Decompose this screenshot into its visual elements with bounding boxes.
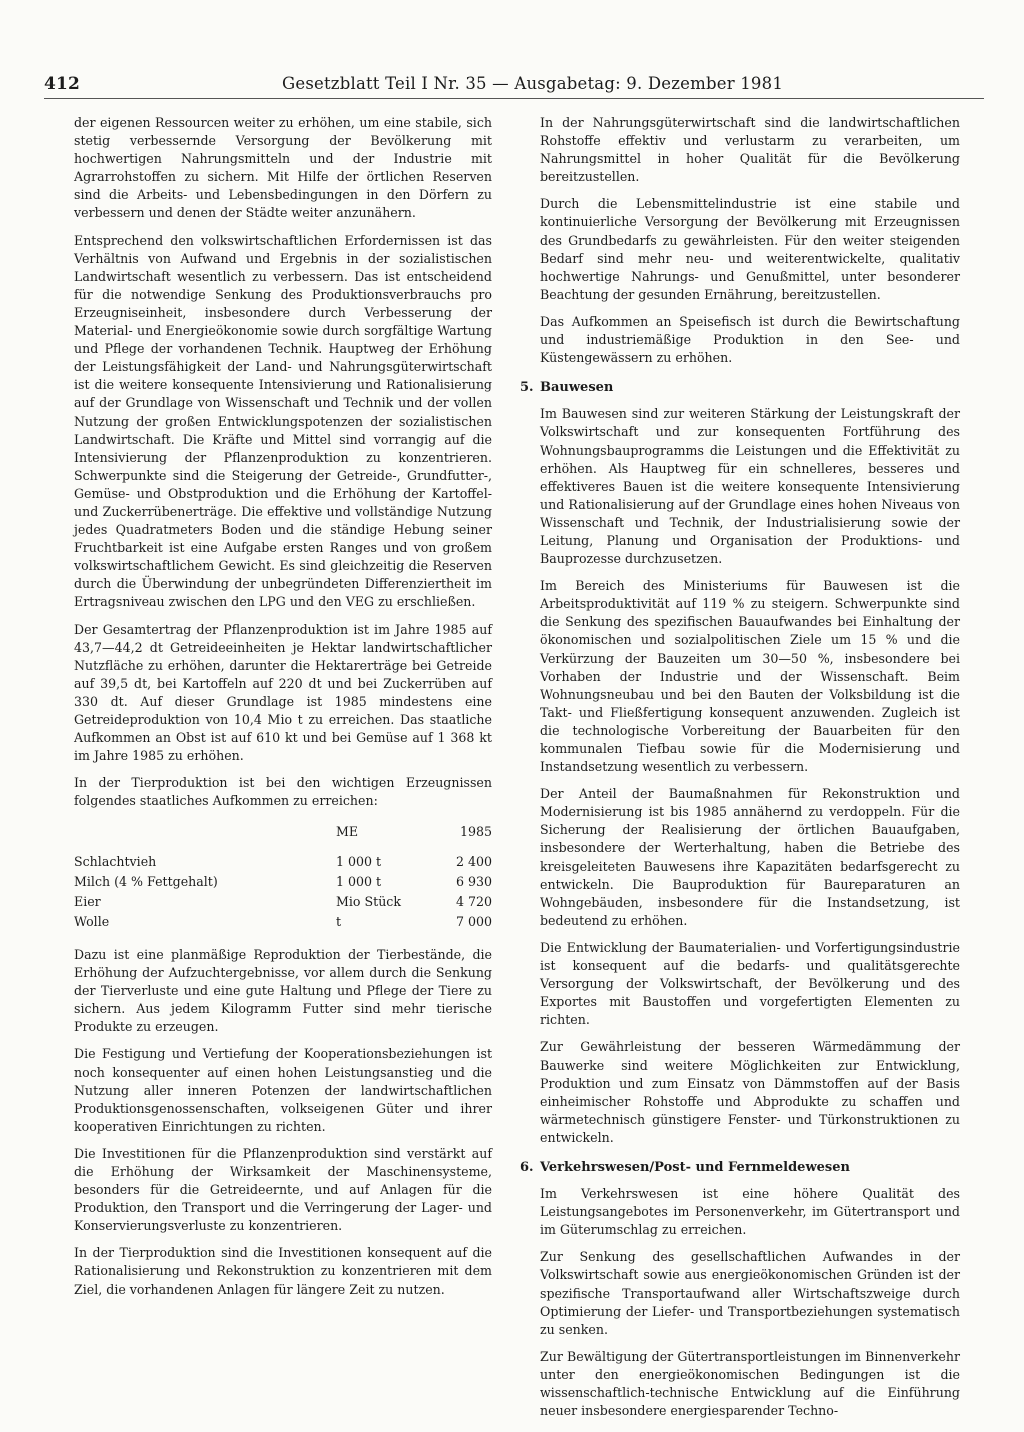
paragraph: Das Aufkommen an Speisefisch ist durch die Bewirtschaftung und industriemäßige Produktion in den See- und Küstengewässern zu erhöhen. [540,313,960,366]
product-unit: Mio Stück [336,893,401,909]
running-title: Gesetzblatt Teil I Nr. 35 — Ausgabetag: 9. Dezember 1981 [282,74,784,93]
product-value: 2 400 [455,853,492,869]
paragraph: Dazu ist eine planmäßige Reproduktion der Tierbestände, die Erhöhung der Aufzuchtergebnisse, vor allem durch die Senkung der Tierverluste und eine gute Haltung und Pflege der Tiere zu sichern. Aus jedem Kilogramm Futter sind mehr tierische Produkte zu erzeugen. [74,946,492,1035]
section-number: 5. [520,380,534,396]
product-name: Eier [74,893,101,909]
paragraph: In der Nahrungsgüterwirtschaft sind die landwirtschaftlichen Rohstoffe effektiv und verlustarm zu verarbeiten, um Nahrungsmittel in hoher Qualität für die Bevölkerung bereitzustellen. [540,115,960,185]
paragraph: Die Festigung und Vertiefung der Kooperationsbeziehungen ist noch konsequenter auf einen hohen Leistungsanstieg und die Nutzung aller inneren Potenzen der landwirtschaftlichen Produktionsgenossenschaften, volkseigenen Güter und ihrer kooperativen Einrichtungen zu richten. [74,1046,492,1134]
header-rule [44,98,984,99]
page-number: 412 [44,74,81,94]
left-column [74,114,492,1308]
paragraph: der eigenen Ressourcen weiter zu erhöhen, um eine stabile, sich stetig verbessernde Versorgung der Bevölkerung mit hochwertigen Nahrungsmitteln und der Industrie mit Agrarrohstoffen zu sichern. Mit Hilfe der örtlichen Reserven sind die Arbeits- und Lebensbedingungen in den Dörfern zu verbessern und denen der Städte weiter anzunähern. [74,115,492,221]
paragraph: Im Bereich des Ministeriums für Bauwesen ist die Arbeitsproduktivität auf 119 % zu steigern. Schwerpunkte sind die Senkung des spezifischen Bauaufwandes bei Einhaltung der ökonomischen und sozialpolitischen Ziele um 15 % und die Verkürzung der Bauzeiten um 30—50 %, insbesondere bei Vorhaben der Industrie und der Wissenschaft. Beim Wohnungsneubau und bei den Bauten der Volksbildung ist die Takt- und Fließfertigung konsequent anzuwenden. Zugleich ist die technologische Vorbereitung der Bauarbeiten für den kommunalen Tiefbau sowie für die Modernisierung und Instandsetzung wesentlich zu verbessern. [540,578,960,775]
paragraph: Der Anteil der Baumaßnahmen für Rekonstruktion und Modernisierung ist bis 1985 annähernd zu verdoppeln. Für die Sicherung der Realisierung der örtlichen Bauaufgaben, insbesondere der Werterhaltung, haben die Betriebe des kreisgeleiteten Bauwesens ihre Kapazitäten bedarfsgerecht zu entwickeln. Die Bauproduktion für Baureparaturen an Wohngebäuden, insbesondere für die Instandsetzung, ist bedeutend zu erhöhen. [540,786,960,928]
paragraph: Durch die Lebensmittelindustrie ist eine stabile und kontinuierliche Versorgung der Bevölkerung mit Erzeugnissen des Grundbedarfs zu gewährleisten. Für den weiter steigenden Bedarf sind mehr neu- und weiterentwickelte, qualitativ hochwertige Nahrungs- und Genußmittel, unter besonderer Beachtung der gesunden Ernährung, bereitzustellen. [540,196,960,302]
paragraph: Im Verkehrswesen ist eine höhere Qualität des Leistungsangebotes im Personenverkehr, im Gütertransport und im Güterumschlag zu erreichen. [540,1186,960,1238]
right-column [520,114,960,1429]
section-heading-verkehrswesen [520,1159,960,1177]
production-table [74,822,492,931]
table-header-unit: ME [336,824,359,840]
product-value: 7 000 [455,913,492,929]
product-unit: t [336,913,342,929]
product-name: Schlachtvieh [74,853,157,869]
table-row [74,872,492,892]
paragraph: Der Gesamtertrag der Pflanzenproduktion ist im Jahre 1985 auf 43,7—44,2 dt Getreideeinheiten je Hektar landwirtschaftlicher Nutzfläche zu erhöhen, darunter die Hektarerträge bei Getreide auf 39,5 dt, bei Kartoffeln auf 220 dt und bei Zuckerrüben auf 330 dt. Auf dieser Grundlage ist 1985 mindestens eine Getreideproduktion von 10,4 Mio t zu erreichen. Das staatliche Aufkommen an Obst ist auf 610 kt und bei Gemüse auf 1 368 kt im Jahre 1985 zu erhöhen. [74,621,492,764]
paragraph: Zur Senkung des gesellschaftlichen Aufwandes in der Volkswirtschaft sowie aus energieökonomischen Gründen ist der spezifische Transportaufwand aller Wirtschaftszweige durch Optimierung der Liefer- und Transportbeziehungen systematisch zu senken. [540,1249,960,1337]
paragraph: Die Entwicklung der Baumaterialien- und Vorfertigungsindustrie ist konsequent auf die bedarfs- und qualitätsgerechte Versorgung der Volkswirtschaft, der Bevölkerung und des Exportes mit Baustoffen und vorgefertigten Elementen zu richten. [540,939,960,1028]
paragraph: Die Investitionen für die Pflanzenproduktion sind verstärkt auf die Erhöhung der Wirksamkeit der Maschinensysteme, besonders für die Getreideernte, und auf Anlagen für die Produktion, den Transport und die Verringerung der Lager- und Konservierungsverluste zu konzentrieren. [74,1145,492,1234]
section-title: Bauwesen [540,380,614,396]
table-row [74,852,492,872]
product-name: Milch (4 % Fettgehalt) [74,873,218,889]
paragraph: Zur Bewältigung der Gütertransportleistungen im Binnenverkehr unter den energieökonomischen Bedingungen ist die wissenschaftlich-technische Entwicklung auf die Einführung neuer insbesondere energiesparender Techno- [540,1348,960,1419]
table-header-year: 1985 [459,824,492,840]
product-unit: 1 000 t [336,873,382,889]
section-heading-bauwesen [520,379,960,397]
section-title: Verkehrswesen/Post- und Fernmeldewesen [540,1159,850,1175]
table-header-row [74,822,492,851]
table-header-empty [74,822,336,851]
paragraph: In der Tierproduktion sind die Investitionen konsequent auf die Rationalisierung und Rekonstruktion zu konzentrieren mit dem Ziel, die vorhandenen Anlagen für längere Zeit zu nutzen. [74,1245,492,1297]
product-name: Wolle [74,913,110,929]
paragraph: Entsprechend den volkswirtschaftlichen Erfordernissen ist das Verhältnis von Aufwand und Ergebnis in der sozialistischen Landwirtschaft wesentlich zu verbessern. Das ist entscheidend für die notwendige Senkung des Produktionsverbrauchs pro Erzeugniseinheit, insbesondere durch Verbesserung der Material- und Energieökonomie sowie durch sorgfältige Wartung und Pflege der vorhandenen Technik. Hauptweg der Erhöhung der Leistungsfähigkeit der Land- und Nahrungsgüterwirtschaft ist die weitere konsequente Intensivierung und Rationalisierung auf der Grundlage von Wissenschaft und Technik und der vollen Nutzung der großen Entwicklungspotenzen der sozialistischen Landwirtschaft. Die Kräfte und Mittel sind vorrangig auf die Intensivierung der Pflanzenproduktion zu konzentrieren. Schwerpunkte sind die Steigerung der Getreide-, Grundfutter-, Gemüse- und Obstproduktion und die Erhöhung der Kartoffel- und Zuckerrübenerträge. Die effektive und vollständige Nutzung jedes Quadratmeters Boden und die ständige Hebung seiner Fruchtbarkeit ist eine Aufgabe ersten Ranges und von großem volkswirtschaftlichem Gewicht. Es sind gleichzeitig die Reserven durch die Überwindung der unbegründeten Differenziertheit im Ertragsniveau zwischen den LPG und den VEG zu erschließen. [74,232,492,610]
product-value: 4 720 [455,893,492,909]
page-header [44,74,804,98]
table-row [74,912,492,932]
paragraph: Zur Gewährleistung der besseren Wärmedämmung der Bauwerke sind weitere Möglichkeiten zur Entwicklung, Produktion und zum Einsatz von Dämmstoffen auf der Basis einheimischer Rohstoffe und Abprodukte zu schaffen und wärmetechnisch günstigere Fenster- und Türkonstruktionen zu entwickeln. [540,1039,960,1145]
product-value: 6 930 [455,873,492,889]
table-row [74,892,492,912]
section-number: 6. [520,1159,534,1175]
paragraph: Im Bauwesen sind zur weiteren Stärkung der Leistungskraft der Volkswirtschaft und zur konsequenten Fortführung des Wohnungsbauprogramms die Leistungen und die Effektivität zu erhöhen. Als Hauptweg für ein schnelleres, besseres und effektiveres Bauen ist die weitere konsequente Intensivierung und Rationalisierung auf der Grundlage eines hohen Niveaus von Wissenschaft und Technik, der Industrialisierung sowie der Leitung, Planung und Organisation der Produktions- und Bauprozesse durchzusetzen. [540,406,960,567]
product-unit: 1 000 t [336,853,382,869]
paragraph: In der Tierproduktion ist bei den wichtigen Erzeugnissen folgendes staatliches Aufkommen zu erreichen: [74,775,492,809]
